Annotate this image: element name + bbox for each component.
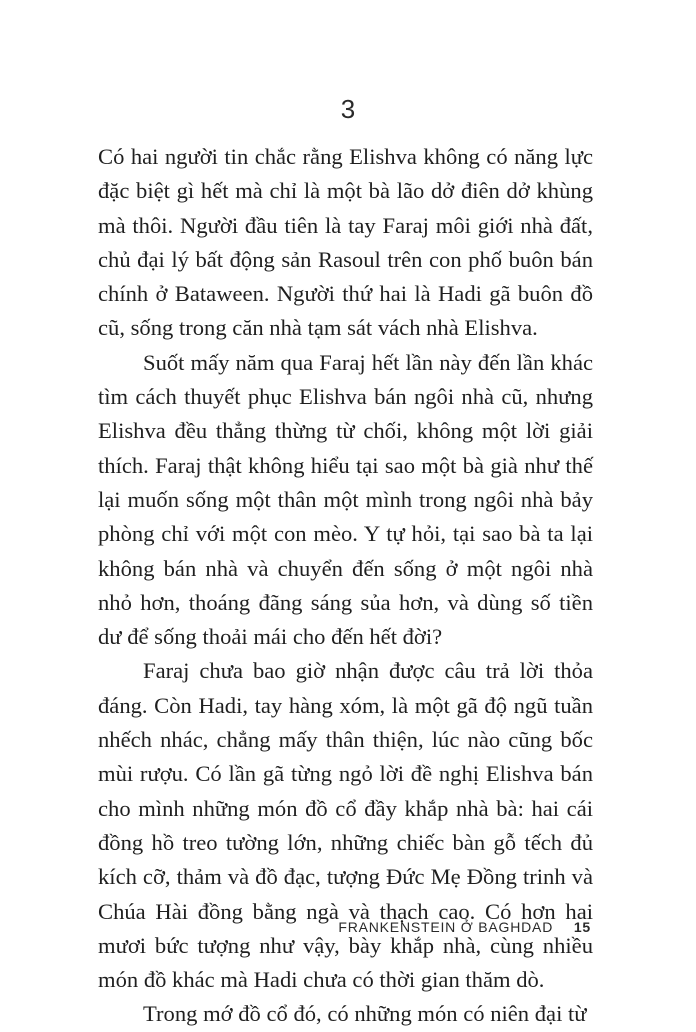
running-footer bbox=[338, 918, 591, 936]
footer-page-number: 15 bbox=[573, 919, 591, 935]
paragraph-2: Suốt mấy năm qua Faraj hết lần này đến lần khác tìm cách thuyết phục Elishva bán ngôi nhà cũ, nhưng Elishva đều thẳng thừng từ chối, không một lời giải thích. Faraj thật không hiểu tại sao một bà già như thế lại muốn sống một thân một mình trong ngôi nhà bảy phòng chỉ với một con mèo. Y tự hỏi, tại sao bà ta lại không bán nhà và chuyển đến sống ở một ngôi nhà nhỏ hơn, thoáng đãng sáng sủa hơn, và dùng số tiền dư để sống thoải mái cho đến hết đời? bbox=[98, 349, 593, 650]
footer-book-title: FRANKENSTEIN Ở BAGHDAD bbox=[338, 919, 554, 935]
body-text bbox=[98, 140, 593, 1032]
paragraph-4: Trong mớ đồ cổ đó, có những món có niên đại từ bbox=[143, 1001, 587, 1027]
paragraph-3: Faraj chưa bao giờ nhận được câu trả lời thỏa đáng. Còn Hadi, tay hàng xóm, là một gã độ ngũ tuần nhếch nhác, chẳng mấy thân thiện, lúc nào cũng bốc mùi rượu. Có lần gã từng ngỏ lời đề nghị Elishva bán cho mình những món đồ cổ đầy khắp nhà bà: hai cái đồng hồ treo tường lớn, những chiếc bàn gỗ tếch đủ kích cỡ, thảm và đồ đạc, tượng Đức Mẹ Đồng trinh và Chúa Hài đồng bằng ngà và thạch cao. Có hơn hai mươi bức tượng như vậy, bày khắp nhà, cùng nhiều món đồ khác mà Hadi chưa có thời gian thăm dò. bbox=[98, 658, 593, 993]
chapter-number: 3 bbox=[340, 94, 356, 124]
paragraph-1: Có hai người tin chắc rằng Elishva không có năng lực đặc biệt gì hết mà chỉ là một bà lão dở điên dở khùng mà thôi. Người đầu tiên là tay Faraj môi giới nhà đất, chủ đại lý bất động sản Rasoul trên con phố buôn bán chính ở Bataween. Người thứ hai là Hadi gã buôn đồ cũ, sống trong căn nhà tạm sát vách nhà Elishva. bbox=[98, 144, 593, 341]
